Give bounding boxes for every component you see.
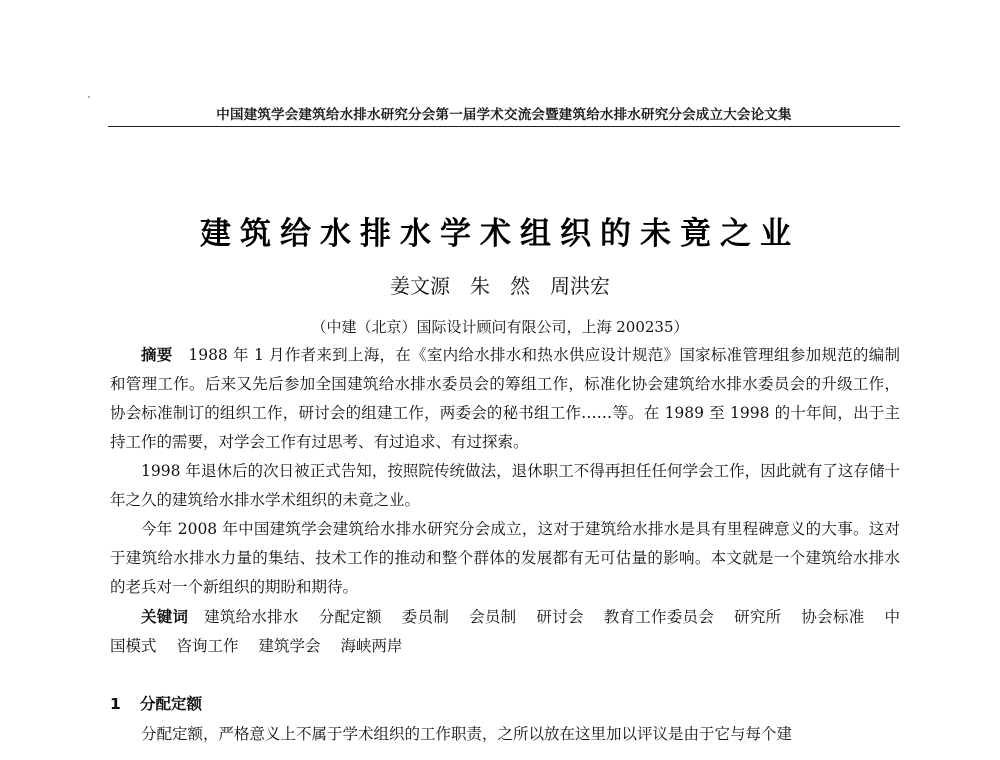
abstract-label: 摘要 [141, 345, 173, 364]
keyword: 中国模式 [110, 608, 900, 655]
section-body [110, 720, 900, 749]
keywords-line [110, 602, 900, 661]
keyword: 咨询工作 [176, 637, 239, 655]
keyword: 研究所 [734, 608, 782, 626]
abstract-paragraph: 1998 年退休后的次日被正式告知，按照院传统做法，退休职工不得再担任任何学会工作，因此就有了这存储十年之久的建筑给水排水学术组织的未竟之业。 [110, 462, 900, 509]
abstract-text: 1988 年 1 月作者来到上海，在《室内给水排水和热水供应设计规范》国家标准管理组参加规范的编制和管理工作。后来又先后参加全国建筑给水排水委员会的筹组工作，标准化协会建筑给水排水委员会的升级工作，协会标准制订的组织工作，研讨会的组建工作，两委会的秘书组工作……等。在 1989 至 1998 的十年间，出于主持工作的需要，对学会工作有过思考、有过追求、有过探索。 [110, 346, 900, 451]
keyword: 分配定额 [318, 608, 382, 626]
keyword: 海峡两岸 [340, 637, 403, 655]
section-paragraph: 分配定额，严格意义上不属于学术组织的工作职责，之所以放在这里加以评议是由于它与每个建 [141, 725, 793, 743]
keyword: 委员制 [401, 608, 450, 626]
header-rule [108, 126, 900, 127]
abstract-paragraph [110, 340, 900, 457]
article-affiliation: （中建（北京）国际设计顾问有限公司，上海 200235） [311, 318, 689, 336]
article-authors: 姜文源 朱 然 周洪宏 [390, 274, 610, 298]
keyword: 教育工作委员会 [603, 608, 715, 626]
section-title: 分配定额 [140, 695, 203, 713]
running-header: 中国建筑学会建筑给水排水研究分会第一届学术交流会暨建筑给水排水研究分会成立大会论文集 [216, 107, 792, 123]
abstract-block [110, 340, 900, 661]
keyword: 研讨会 [536, 608, 584, 626]
scan-speck [88, 96, 90, 98]
keyword: 会员制 [469, 608, 517, 626]
article-title: 建筑给水排水学术组织的未竟之业 [200, 216, 800, 252]
section-heading [110, 692, 202, 714]
keywords-label: 关键词 [141, 607, 189, 626]
abstract-paragraph: 今年 2008 年中国建筑学会建筑给水排水研究分会成立，这对于建筑给水排水是具有里程碑意义的大事。这对于建筑给水排水力量的集结、技术工作的推动和整个群体的发展都有无可估量的影响。本文就是一个建筑给水排水的老兵对一个新组织的期盼和期待。 [110, 520, 900, 596]
keyword: 协会标准 [801, 608, 865, 626]
keyword: 建筑学会 [258, 637, 321, 655]
keyword: 建筑给水排水 [204, 608, 299, 626]
section-number: 1 [110, 695, 121, 713]
